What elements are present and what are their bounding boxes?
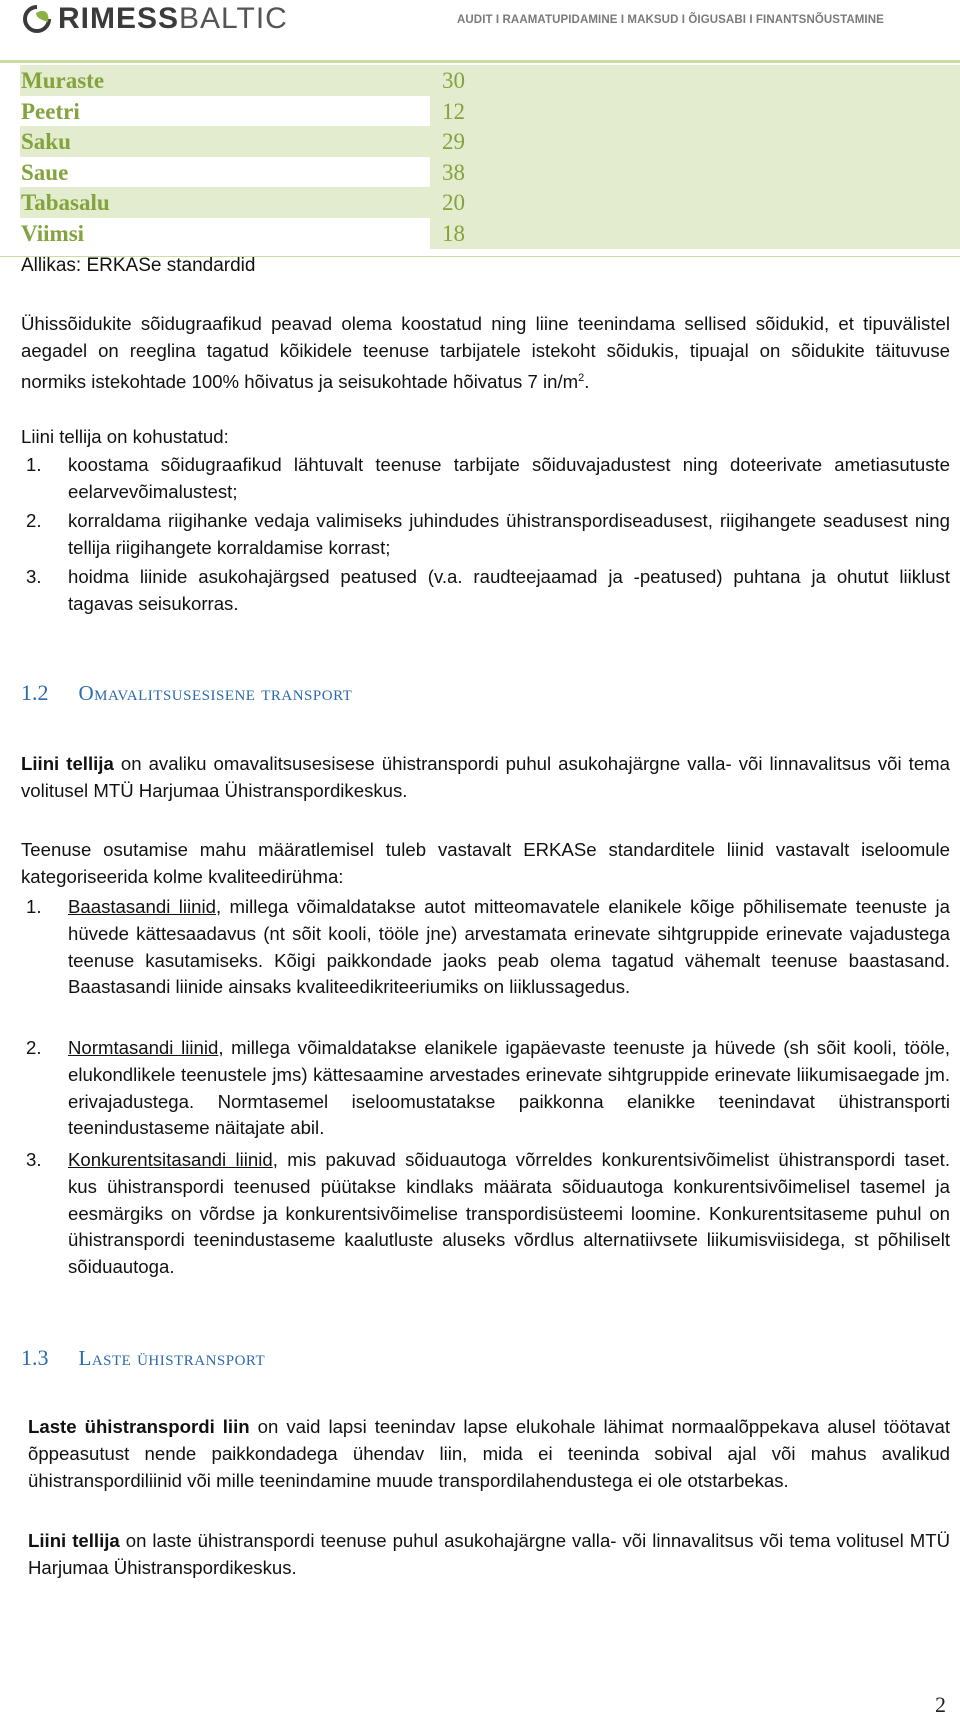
schedule-paragraph [21, 311, 950, 396]
table-row [20, 157, 960, 188]
list-item-text: , mis pakuvad sõiduautoga võrreldes konkurentsivõimelist ühistranspordi taset. kus ühistranspordi teenused püütakse kindlaks määrata sõiduautoga konkurentsivõimelisel tasemel ja eesmärgiks on võrdse ja konkurentsivõimelise transpordisüsteemi loomine. Konkurentsitaseme puhul on ühistranspordi teenindustaseme kaalutluste aluseks võrdlus alternatiivsete liikumisviisidega, st põhiliselt sõiduautoga. [68, 1149, 950, 1278]
table-cell-value: 12 [442, 98, 465, 124]
table-cell-name: Tabasalu [21, 190, 110, 216]
list-number: 2. [26, 510, 42, 531]
table-row [20, 96, 960, 127]
underlined-term: Baastasandi liinid [68, 896, 216, 917]
logo-text-light: BALTIC [179, 2, 288, 35]
table-row [20, 187, 960, 218]
superscript: 2 [578, 371, 585, 384]
table-row [20, 218, 960, 249]
paragraph-text: on laste ühistranspordi teenuse puhul asukohajärgne valla- või linnavalitsus või tema volitusel MTÜ Harjumaa Ühistranspordikeskus. [28, 1530, 950, 1578]
table-cell-value: 30 [442, 68, 465, 93]
underlined-term: Normtasandi liinid [68, 1037, 219, 1058]
table-cell-name: Saue [21, 159, 69, 185]
list-number: 3. [26, 1149, 42, 1170]
header-tagline: AUDIT I RAAMATUPIDAMINE I MAKSUD I ÕIGUSABI I FINANTSNÕUSTAMINE [457, 14, 884, 26]
table-cell-value: 38 [442, 159, 465, 185]
table-source-note: Allikas: ERKASe standardid [21, 255, 256, 276]
paragraph-end: . [584, 370, 590, 392]
table-cell-value: 29 [442, 129, 465, 155]
list-item [68, 1035, 950, 1142]
section12-paragraph1 [21, 751, 950, 805]
page-number: 2 [935, 1692, 946, 1717]
section-title: Laste ühistransport [78, 1346, 266, 1370]
list-number: 2. [26, 1037, 42, 1058]
list-item: korraldama riigihanke vedaja valimiseks juhindudes ühistranspordiseadusest, riigihangete seadusest ning tellija riigihangete korraldamise korrast; [68, 510, 950, 558]
bold-term: Laste ühistranspordi liin [28, 1416, 250, 1437]
list-item: koostama sõidugraafikud lähtuvalt teenuse tarbijate sõiduvajadustest ning doteerivate ametiasutuste eelarvevõimalustest; [68, 454, 950, 502]
table-cell-name: Muraste [21, 68, 105, 93]
section13-paragraph1 [28, 1414, 950, 1494]
section-heading [21, 1345, 265, 1371]
list-item-text: , millega võimaldatakse autot mitteomavatele elanikele kõige põhilisemate teenuste ja hüvede kättesaadavus (nt sõit kooli, tööle jne) arvestamata erinevate sihtgruppide erinevate vajadustega teenuse kasutamiseks. Kõigi paikkondade jaoks peab olema tagatud vähemalt teenuse baastasand. Baastasandi liinide ainsaks kvaliteedikriteeriumiks on liiklussagedus. [68, 896, 950, 998]
logo-text-bold: RIMESS [58, 2, 180, 35]
section-number: 1.2 [21, 680, 49, 705]
section12-paragraph2: Teenuse osutamise mahu määratlemisel tuleb vastavalt ERKASe standarditele liinid vastavalt iseloomule kategoriseerida kolme kvaliteedirühma: [21, 839, 950, 887]
table-cell-name: Viimsi [21, 220, 85, 246]
company-logo [22, 2, 288, 36]
logo-mark-icon [22, 4, 52, 34]
header-divider [0, 60, 960, 63]
table-cell-value: 20 [442, 190, 465, 216]
bold-term: Liini tellija [21, 753, 114, 774]
paragraph-text: on avaliku omavalitsusesisese ühistranspordi puhul asukohajärgne valla- või linnavalitsus või tema volitusel MTÜ Harjumaa Ühistranspordikeskus. [21, 753, 951, 801]
table-cell-value: 18 [442, 220, 465, 246]
list-item-text: , millega võimaldatakse elanikele igapäevaste teenuste ja hüvede (sh sõit kooli, tööle, elukondlikele teenustele jms) kättesaamine arvestades erinevate sihtgruppide erinevate liikumisaegade jm. erivajadustega. Normtasemel iseloomustatakse paikkonna elanikke teenindavat ühistransporti teenindustaseme näitajate abil. [68, 1037, 950, 1139]
list-number: 1. [26, 896, 42, 917]
section-heading [21, 680, 352, 706]
list-item: hoidma liinide asukohajärgsed peatused (v.a. raudteejaamad ja -peatused) puhtana ja ohutut liiklust tagavas seisukorras. [68, 566, 950, 614]
section-number: 1.3 [21, 1345, 49, 1370]
table-cell-name: Saku [21, 129, 71, 155]
locality-table [20, 65, 960, 249]
bold-term: Liini tellija [28, 1530, 120, 1551]
schedule-paragraph-text: Ühissõidukite sõidugraafikud peavad olema koostatud ning liine teenindama sellised sõidukid, et tipuvälistel aegadel on reeglina tagatud kõikidele teenuse tarbijatele istekoht sõidukis, tipuajal on sõidukite täituvuse normiks istekohtade 100% hõivatus ja seisukohtade hõivatus 7 in/m [21, 313, 950, 392]
list-number: 1. [26, 454, 42, 475]
underlined-term: Konkurentsitasandi liinid [68, 1149, 273, 1170]
obligations-intro: Liini tellija on kohustatud: [21, 426, 229, 447]
paragraph-text: on vaid lapsi teenindav lapse elukohale lähimat normaalõppekava alusel töötavat õppeasutust nende paikkondadega ühendav liin, mida ei teeninda sobival ajal või mahus avalikud ühistranspordiliinid või mille teenindamine muude transpordilahendustega ei ole otstarbekas. [28, 1416, 950, 1491]
list-item [68, 1147, 950, 1281]
list-number: 3. [26, 566, 42, 587]
section13-paragraph2 [28, 1528, 950, 1582]
table-row [20, 126, 960, 157]
table-row [20, 65, 960, 96]
page-header [0, 0, 960, 40]
list-item [68, 894, 950, 1001]
section-title: Omavalitsusesisene transport [78, 681, 353, 705]
table-cell-name: Peetri [21, 98, 80, 124]
